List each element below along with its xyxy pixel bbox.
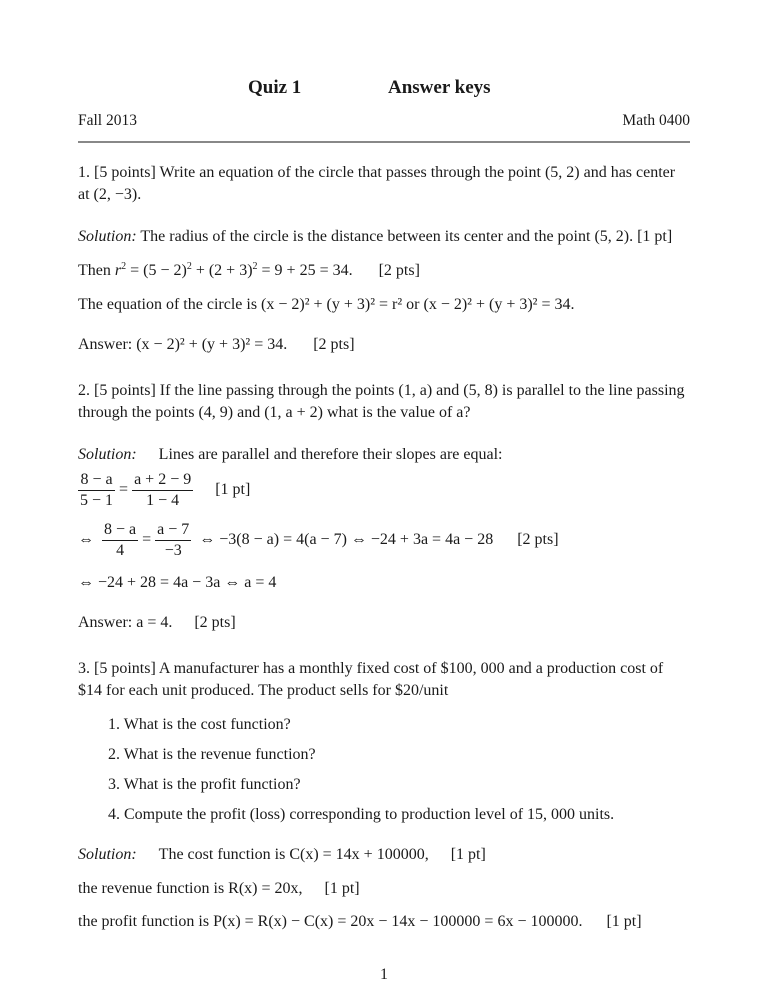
problem3-item-4: 4. Compute the profit (loss) corresponding to production level of 15, 000 units. — [108, 806, 615, 823]
points-badge: [1 pt] — [324, 880, 360, 897]
problem2-answer: Answer: a = 4. [2 pts] — [78, 614, 236, 631]
course-label: Math 0400 — [622, 112, 690, 129]
problem2-eq3: ⇔ −24 + 28 = 4a − 3a ⇔ a = 4 — [78, 574, 277, 591]
points-badge: [2 pts] — [313, 336, 355, 353]
points-badge: [1 pt] — [450, 846, 486, 863]
problem1-solution-line1 — [78, 228, 672, 246]
problem1-radius-step: Then $r^2 = (5 - 2)^2 + (2 + 3)^2 = 9 + 25 = 34$. [2 pts] — [78, 261, 420, 279]
points-badge: [1 pt] — [215, 481, 251, 499]
term-label: Fall 2013 — [78, 112, 137, 129]
points-badge: [2 pts] — [378, 262, 420, 279]
problem3-item-1: 1. What is the cost function? — [108, 716, 291, 733]
problem2-eq1: $\frac{8 - a}{5 - 1}$ = $\frac{a + 2 - 9}{1 - 4}$ [1 pt] — [80, 471, 251, 509]
problem1-equation-step: The equation of the circle is (x − 2)² + (y + 3)² = r² or (x − 2)² + (y + 3)² = 34. — [78, 296, 575, 313]
problem1-statement-line1: 1. [5 points] Write an equation of the circle that passes through the point (5, 2) and has center — [78, 164, 676, 181]
answer-keys-title: Answer keys — [388, 77, 491, 98]
problem1-statement-line2: at (2, −3). — [78, 186, 142, 203]
problem1-answer: Answer: (x − 2)² + (y + 3)² = 34. [2 pts] — [78, 336, 355, 353]
problem3-item-2: 2. What is the revenue function? — [108, 746, 316, 763]
points-badge: [2 pts] — [194, 614, 236, 631]
problem2-statement-line1: 2. [5 points] If the line passing through the points (1, a) and (5, 8) is parallel to the line passing — [78, 382, 685, 399]
header-rule — [78, 141, 690, 143]
problem3-revenue-line: the revenue function is R(x) = 20x, [1 pt] — [78, 880, 360, 897]
solution-text: The radius of the circle is the distance between its center and the point (5, 2). [1 pt] — [136, 228, 673, 245]
problem3-item-3: 3. What is the profit function? — [108, 776, 301, 793]
points-badge: [2 pts] — [517, 531, 559, 549]
points-badge: [1 pt] — [606, 913, 642, 930]
problem2-statement-line2: through the points (4, 9) and (1, a + 2) what is the value of a? — [78, 404, 471, 421]
solution-label: Solution: — [78, 446, 137, 463]
problem3-statement-line1: 3. [5 points] A manufacturer has a monthly fixed cost of $100, 000 and a production cost of — [78, 660, 664, 677]
solution-label: Solution: — [78, 228, 137, 245]
quiz-title: Quiz 1 — [248, 77, 302, 98]
solution-label: Solution: — [78, 846, 137, 863]
problem3-profit-line: the profit function is P(x) = R(x) − C(x) = 20x − 14x − 100000 = 6x − 100000. [1 pt] — [78, 913, 642, 930]
problem2-eq2: ⇔ $\frac{8 - a}{4}$ = $\frac{a - 7}{-3}$ ⇔ −3(8 − a) = 4(a − 7) ⇔ −24 + 3a = 4a − 28 [2 pts] — [78, 521, 559, 559]
problem3-statement-line2: $14 for each unit produced. The product sells for $20/unit — [78, 682, 449, 699]
problem2-solution-line: Solution: Lines are parallel and therefore their slopes are equal: — [78, 446, 503, 463]
page-number: 1 — [380, 966, 388, 983]
problem3-cost-line: Solution: The cost function is C(x) = 14x + 100000, [1 pt] — [78, 846, 486, 863]
